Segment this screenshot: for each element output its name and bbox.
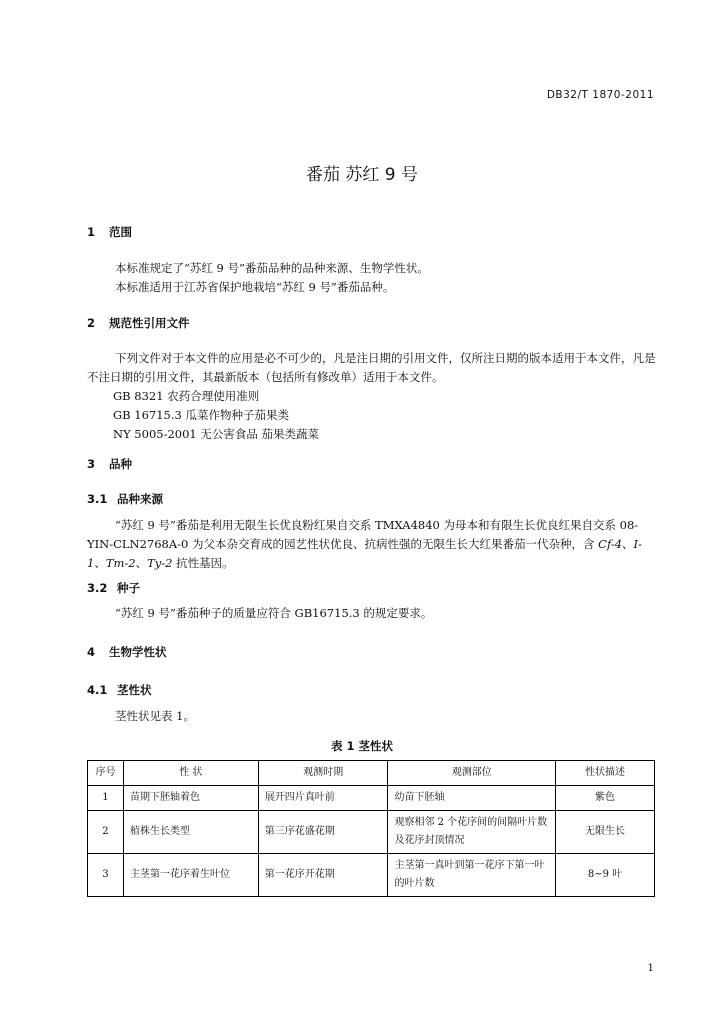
section-title: 规范性引用文件: [109, 316, 190, 330]
stem-traits-table: [87, 760, 655, 897]
gene-name: Cf-4: [598, 537, 623, 551]
gene-name: I-1: [87, 537, 642, 570]
section-number: 3.1: [87, 492, 108, 506]
section-title: 茎性状: [117, 683, 152, 697]
table-cell: 主茎第一真叶到第一花序下第一叶的叶片数: [388, 854, 556, 897]
section-2-body: [87, 349, 657, 444]
section-4-1-body: [87, 707, 657, 726]
paragraph-text: 抗性基因。: [172, 556, 234, 570]
section-1-heading: [87, 224, 132, 240]
table-header-row: [88, 761, 655, 786]
table-caption: 表 1 茎性状: [330, 739, 393, 753]
table-cell: 2: [88, 811, 124, 854]
separator: 、: [135, 556, 148, 570]
section-number: 3: [87, 457, 96, 471]
section-3-2-body: [87, 604, 657, 623]
column-header: 性状描述: [556, 761, 655, 786]
table-cell: 展开四片真叶前: [258, 786, 388, 811]
table-cell: 观察相邻 2 个花序间的间隔叶片数及花序封顶情况: [388, 811, 556, 854]
section-4-heading: [87, 644, 167, 660]
separator: 、: [622, 537, 634, 551]
section-title: 品种来源: [117, 492, 163, 506]
table-cell: 8~9 叶: [556, 854, 655, 897]
section-3-2-heading: [87, 580, 140, 596]
section-title: 品种: [109, 457, 132, 471]
table-cell: 第三序花盛花期: [258, 811, 388, 854]
paragraph-text: “苏红 9 号”番茄是利用无限生长优良粉红果自交系 TMXA4840 为母本和有限生长优良红果自交系 08-YIN-CLN2768A-0 为父本杂交育成的园艺性状优良、抗病性强的无限生长大红果番茄一代杂种，含: [87, 518, 639, 551]
section-1-body: [87, 259, 657, 297]
page-number: 1: [647, 962, 654, 974]
paragraph: “苏红 9 号”番茄种子的质量应符合 GB16715.3 的规定要求。: [115, 606, 433, 620]
table-cell: 1: [88, 786, 124, 811]
table-cell: 植株生长类型: [123, 811, 258, 854]
section-title: 种子: [117, 581, 140, 595]
column-header: 序号: [88, 761, 124, 786]
paragraph: [87, 516, 657, 573]
table-cell: 无限生长: [556, 811, 655, 854]
paragraph: 本标准适用于江苏省保护地栽培“苏红 9 号”番茄品种。: [115, 280, 395, 294]
table-cell: 主茎第一花序着生叶位: [123, 854, 258, 897]
section-number: 3.2: [87, 581, 108, 595]
separator: 、: [94, 556, 106, 570]
paragraph: 本标准规定了“苏红 9 号”番茄品种的品种来源、生物学性状。: [115, 261, 429, 275]
reference-item: GB 8321 农药合理使用准则: [113, 389, 260, 403]
paragraph: 下列文件对于本文件的应用是必不可少的，凡是注日期的引用文件，仅所注日期的版本适用于本文件，凡是不注日期的引用文件，其最新版本（包括所有修改单）适用于本文件。: [87, 351, 656, 384]
section-3-1-body: [87, 516, 657, 573]
column-header: 观测时期: [258, 761, 388, 786]
column-header: 观测部位: [388, 761, 556, 786]
table-cell: 幼苗下胚轴: [388, 786, 556, 811]
gene-name: Tm-2: [105, 556, 136, 570]
table-cell: 3: [88, 854, 124, 897]
section-number: 4: [87, 645, 96, 659]
table-row: [88, 786, 655, 811]
column-header: 性 状: [123, 761, 258, 786]
section-3-heading: [87, 456, 132, 472]
section-2-heading: [87, 315, 190, 331]
table-cell: 苗期下胚轴着色: [123, 786, 258, 811]
table-cell: 紫色: [556, 786, 655, 811]
standard-number: DB32/T 1870-2011: [546, 89, 654, 101]
table-row: [88, 811, 655, 854]
document-title: 番茄 苏红 9 号: [305, 165, 419, 185]
section-number: 2: [87, 316, 96, 330]
table-row: [88, 854, 655, 897]
table-cell: 第一花序开花期: [258, 854, 388, 897]
gene-name: Ty-2: [147, 556, 173, 570]
section-title: 生物学性状: [109, 645, 167, 659]
section-number: 1: [87, 225, 96, 239]
reference-item: GB 16715.3 瓜菜作物种子茄果类: [113, 408, 290, 422]
section-title: 范围: [109, 225, 132, 239]
reference-item: NY 5005-2001 无公害食品 茄果类蔬菜: [113, 427, 320, 441]
section-number: 4.1: [87, 683, 108, 697]
section-4-1-heading: [87, 682, 152, 698]
section-3-1-heading: [87, 491, 163, 507]
paragraph: 茎性状见表 1。: [115, 709, 195, 723]
